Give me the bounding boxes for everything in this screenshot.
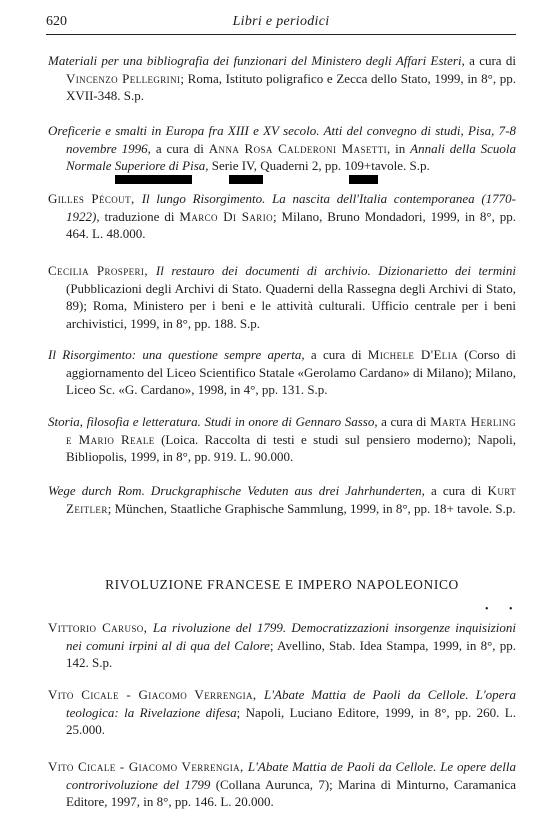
entry-author: Vittorio Caruso,	[48, 620, 153, 635]
redaction-bar	[115, 175, 192, 184]
entry-author: Michele D'Elia	[367, 347, 458, 362]
entry-title: Il restauro dei documenti di archivio. Dizionarietto dei termini	[155, 263, 516, 278]
entry-text: , Serie IV, Quaderni 2, pp. 109+tavole. S.p.	[205, 158, 430, 173]
bibliography-entry-4	[48, 262, 516, 332]
entry-text: (Collana Aurunca, 7); Marina di Minturno, Caramanica Editore, 1997, in 8°, pp. 146. L. 20.000.	[66, 776, 516, 809]
entry-title: Wege durch Rom. Druckgraphische Veduten aus drei Jahrhunderten	[48, 483, 422, 498]
entry-text: , traduzione di	[96, 208, 180, 224]
bibliography-entry-10	[48, 758, 516, 811]
entry-text: ; Avellino, Stab. Idea Stampa, 1999, in 8°, pp. 142. S.p.	[66, 637, 516, 670]
entry-author: Kurt Zeitler	[66, 483, 516, 516]
entry-author: Cecilia Prosperi,	[48, 263, 156, 278]
entry-text: , a cura di	[421, 483, 488, 498]
bibliography-entry-2	[48, 122, 516, 175]
section-heading: RIVOLUZIONE FRANCESE E IMPERO NAPOLEONICO	[105, 577, 459, 592]
bibliography-entry-8	[48, 619, 516, 672]
bibliography-entry-5	[48, 346, 516, 399]
bibliography-entry-7	[48, 482, 516, 517]
entry-author: Vito Cicale - Giacomo Verrengia,	[48, 759, 248, 774]
entry-text: ; Roma, Istituto poligrafico e Zecca dello Stato, 1999, in 8°, pp. XVII-348. S.p.	[66, 70, 516, 103]
dot-mark: •	[509, 604, 513, 615]
bibliography-entry-3	[48, 190, 516, 243]
entry-author: Vito Cicale - Giacomo Verrengia,	[48, 687, 265, 702]
redaction-bar	[229, 175, 263, 184]
entry-title: Il lungo Risorgimento. La nascita dell'Italia contemporanea (1770-1922)	[66, 191, 516, 224]
bibliography-entry-9	[48, 686, 516, 739]
entry-text: (Loica. Raccolta di testi e studi sul pensiero moderno); Napoli, Bibliopolis, 1999, in 8°, pp. 919. L. 90.000.	[66, 431, 516, 464]
entry-text: ; Milano, Bruno Mondadori, 1999, in 8°, pp. 464. L. 48.000.	[66, 208, 516, 241]
entry-author: Anna Rosa Calderoni Masetti	[208, 140, 388, 156]
entry-text: ; Napoli, Luciano Editore, 1999, in 8°, pp. 260. L. 25.000.	[66, 704, 516, 737]
entry-author: Vincenzo Pellegrini	[66, 70, 181, 86]
entry-title: Annali della Scuola Normale Superiore di Pisa	[66, 140, 516, 173]
page-number: 620	[46, 14, 67, 29]
bibliography-entry-1	[48, 52, 516, 105]
running-header	[46, 12, 516, 35]
entry-text: (Pubblicazioni degli Archivi di Stato. Quaderni della Rassegna degli Archivi di Stato, 89); Roma, Ministero per i beni e le attività culturali. Ufficio centrale per i beni archivistici, 1999, in 8°, pp. 188. S.p.	[66, 280, 516, 331]
bibliography-entry-6	[48, 413, 516, 466]
entry-text: , a cura di	[301, 347, 368, 362]
dot-mark: •	[485, 604, 489, 615]
entry-text: , a cura di	[147, 140, 209, 156]
entry-title: Il Risorgimento: una questione sempre aperta	[48, 347, 302, 362]
entry-text: , in	[387, 140, 411, 156]
entry-text: (Corso di aggiornamento del Liceo Scientifico Statale «Gerolamo Cardano» di Milano); Milano, Liceo Sc. «G. Cardano», 1998, in 4°, pp. 131. S.p.	[66, 347, 516, 397]
entry-title: L'Abate Mattia de Paoli da Cellole. L'opera teologica: la Rivelazione difesa	[66, 687, 516, 720]
entry-text: , a cura di	[461, 53, 516, 68]
entry-title: Oreficerie e smalti in Europa fra XIII e XV secolo. Atti del convegno di studi, Pisa, 7-8 novembre 1996	[48, 123, 516, 156]
entry-title: La rivoluzione del 1799. Democratizzazioni insorgenze inquisizioni nei comuni irpini al di qua del Calore	[66, 620, 516, 653]
redaction-bar	[349, 175, 378, 184]
entry-title: Materiali per una bibliografia dei funzionari del Ministero degli Affari Esteri	[48, 53, 462, 68]
entry-author: Marta Herling e Mario Reale	[66, 414, 516, 447]
running-title: Libri e periodici	[232, 14, 330, 29]
entry-text: ; München, Staatliche Graphische Sammlung, 1999, in 8°, pp. 18+ tavole. S.p.	[107, 500, 516, 516]
entry-author: Marco Di Sario	[179, 208, 273, 224]
entry-text: , a cura di	[374, 414, 431, 429]
entry-author: Gilles Pécout,	[48, 191, 142, 206]
entry-title: Storia, filosofia e letteratura. Studi in onore di Gennaro Sasso	[48, 414, 375, 429]
entry-title: L'Abate Mattia de Paoli da Cellole. Le opere della controrivoluzione del 1799	[66, 759, 516, 792]
